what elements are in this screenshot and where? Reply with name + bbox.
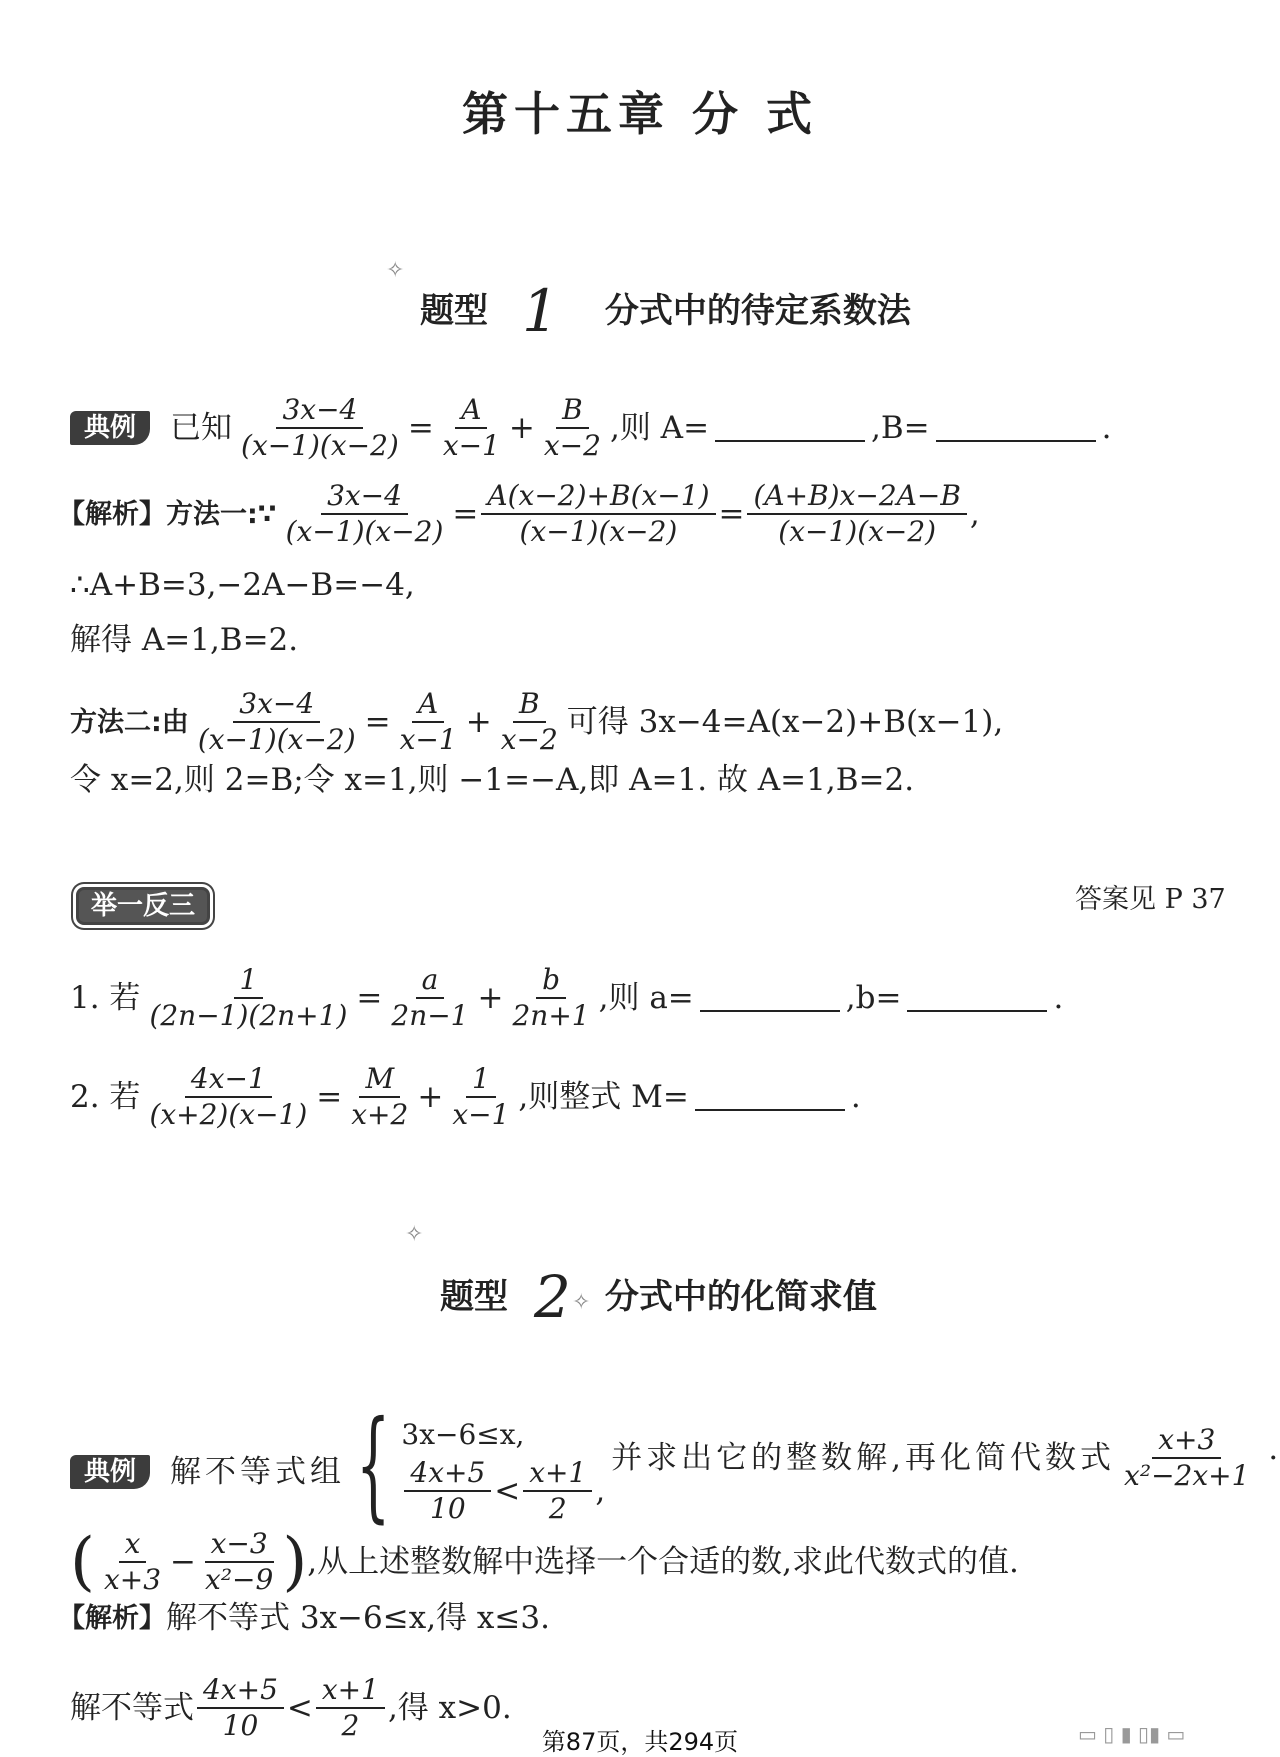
solution-2-line-1: [58, 1600, 550, 1636]
numerator: x+1: [316, 1676, 385, 1709]
equals-sign: =: [718, 495, 745, 532]
section-label: 题型: [420, 291, 488, 331]
denominator: (2n−1)(2n+1): [149, 999, 348, 1032]
fraction: [394, 687, 463, 756]
plus-sign: +: [465, 703, 492, 740]
solution-1-line-5: 令 x=2,则 2=B;令 x=1,则 −1=−A,即 A=1. 故 A=1,B=2.: [70, 762, 915, 798]
numerator: 3x−4: [321, 482, 408, 515]
denominator: x−2: [500, 723, 558, 756]
denominator: (x+2)(x−1): [149, 1098, 308, 1131]
numerator: 4x+5: [404, 1459, 491, 1492]
denominator: 2: [548, 1492, 567, 1525]
practice-question-1: [70, 963, 1064, 1032]
fraction: [747, 479, 966, 548]
fraction: [437, 393, 506, 462]
denominator: x−1: [452, 1098, 510, 1131]
denominator: (x−1)(x−2): [197, 723, 356, 756]
text: 解不等式 3x−6≤x,得 x≤3.: [166, 1600, 550, 1636]
solution-label: 【解析】: [58, 1603, 166, 1634]
practice-question-2: [70, 1062, 861, 1131]
left-brace: {: [356, 1396, 391, 1535]
text: 1. 若: [70, 979, 141, 1016]
numerator: b: [536, 966, 566, 999]
text: .: [1053, 979, 1064, 1016]
denominator: 2n+1: [512, 999, 590, 1032]
text: ,从上述整数解中选择一个合适的数,求此代数式的值.: [307, 1543, 1019, 1580]
sparkle-icon: ✧: [386, 258, 405, 283]
equals-sign: =: [364, 703, 391, 740]
answer-blank-m[interactable]: [695, 1083, 845, 1111]
numerator: M: [359, 1065, 400, 1098]
text: 解不等式: [70, 1689, 194, 1726]
numerator: 3x−4: [276, 396, 363, 429]
numerator: 3x−4: [233, 690, 320, 723]
text: ,则整式 M=: [518, 1078, 689, 1115]
fraction: [98, 1527, 167, 1596]
text: ,: [969, 495, 980, 532]
plus-sign: +: [477, 979, 504, 1016]
inequality-1: 3x−6≤x,: [401, 1418, 525, 1451]
example-badge: 典例: [70, 411, 150, 445]
section-title: 分式中的待定系数法: [604, 291, 911, 331]
example-1-statement: [70, 393, 1112, 462]
solution-label: 【解析】: [58, 498, 166, 530]
inequality-2: [401, 1456, 606, 1525]
minus-sign: −: [170, 1543, 197, 1580]
chapter-title: 第十五章 分 式: [461, 87, 819, 141]
sparkle-icon: ✧: [405, 1222, 424, 1247]
section-1-heading: [420, 277, 911, 345]
text: 解不等式组: [170, 1453, 346, 1490]
right-paren: ): [282, 1525, 308, 1599]
solution-1-line-3: 解得 A=1,B=2.: [70, 622, 299, 658]
text: ,得 x>0.: [387, 1689, 512, 1726]
text: 并求出它的整数解,再化简代数式: [611, 1439, 1116, 1476]
denominator: x²−9: [205, 1563, 274, 1596]
fraction: [495, 687, 564, 756]
text: 可得 3x−4=A(x−2)+B(x−1),: [566, 703, 1004, 740]
fraction: [235, 393, 405, 462]
text: .: [850, 1078, 861, 1115]
example-2-continuation: [70, 1525, 1019, 1599]
left-paren: (: [70, 1525, 95, 1599]
denominator: x−1: [399, 723, 457, 756]
fraction: [143, 963, 353, 1032]
plus-sign: +: [417, 1078, 444, 1115]
practice-header: [76, 887, 210, 925]
text: ,b=: [845, 979, 902, 1016]
fraction: [199, 1527, 279, 1596]
answer-blank-a[interactable]: [700, 984, 840, 1012]
numerator: 1: [234, 966, 264, 999]
numerator: (A+B)x−2A−B: [747, 482, 966, 515]
denominator: x²−2x+1: [1124, 1459, 1250, 1492]
denominator: x−2: [543, 429, 601, 462]
equals-sign: =: [316, 1078, 343, 1115]
solution-1-line-2: ∴A+B=3,−2A−B=−4,: [70, 567, 415, 603]
denominator: 10: [222, 1709, 259, 1742]
section-label: 题型: [440, 1277, 508, 1317]
text: .: [1101, 409, 1112, 446]
numerator: 1: [466, 1065, 496, 1098]
fraction: [1118, 1423, 1255, 1492]
fraction: [192, 687, 362, 756]
denominator: (x−1)(x−2): [778, 515, 937, 548]
equals-sign: =: [452, 495, 479, 532]
numerator: 4x+5: [197, 1676, 284, 1709]
text: ,: [595, 1472, 606, 1509]
numerator: B: [513, 690, 546, 723]
toolbar-icons: ▭ ▯ ▮ ▯▮ ▭: [1078, 1722, 1186, 1746]
section-2-heading: [440, 1263, 877, 1331]
numerator: x−3: [205, 1530, 274, 1563]
numerator: x: [119, 1530, 147, 1563]
text: 2. 若: [70, 1078, 141, 1115]
solution-1-line-4: [70, 687, 1004, 756]
fraction: [404, 1456, 491, 1525]
practice-badge: 举一反三: [76, 887, 210, 925]
fraction: [280, 479, 450, 548]
method-1-label: 方法一:∵: [166, 498, 277, 530]
answer-reference: 答案见 P 37: [1075, 884, 1226, 915]
solution-1-line-1: [58, 479, 980, 548]
fraction: [481, 479, 715, 548]
denominator: (x−1)(x−2): [519, 515, 678, 548]
denominator: (x−1)(x−2): [241, 429, 399, 462]
section-number: 2: [534, 1263, 571, 1331]
numerator: x+3: [1152, 1426, 1221, 1459]
dot-operator: ·: [1268, 1439, 1279, 1476]
denominator: x−1: [442, 429, 500, 462]
section-title: 分式中的化简求值: [604, 1277, 877, 1317]
answer-blank-a[interactable]: [715, 414, 865, 442]
numerator: A(x−2)+B(x−1): [481, 482, 715, 515]
fraction: [506, 963, 595, 1032]
numerator: 4x−1: [185, 1065, 272, 1098]
page-counter: 第87页，共294页: [541, 1728, 739, 1756]
numerator: A: [412, 690, 444, 723]
fraction: [143, 1062, 313, 1131]
text: 已知: [170, 409, 233, 446]
equals-sign: =: [356, 979, 383, 1016]
fraction: [538, 393, 607, 462]
numerator: x+1: [523, 1459, 592, 1492]
denominator: 2: [341, 1709, 360, 1742]
fraction: [345, 1062, 414, 1131]
plus-sign: +: [508, 409, 535, 446]
less-than-sign: <: [494, 1472, 521, 1509]
denominator: (x−1)(x−2): [285, 515, 444, 548]
fraction: [385, 963, 474, 1032]
numerator: a: [416, 966, 445, 999]
denominator: x+2: [351, 1098, 409, 1131]
inequality-system: [401, 1418, 606, 1525]
less-than-sign: <: [286, 1689, 313, 1726]
method-2-label: 方法二:由: [70, 706, 189, 738]
sparkle-icon: ✧: [572, 1290, 591, 1315]
fraction: [523, 1456, 592, 1525]
fraction: [446, 1062, 515, 1131]
denominator: 10: [430, 1492, 466, 1525]
text: ,则 a=: [598, 979, 694, 1016]
text: ,B=: [871, 409, 930, 446]
numerator: B: [556, 396, 589, 429]
text: ,则 A=: [609, 409, 710, 446]
answer-blank-b[interactable]: [907, 984, 1047, 1012]
section-number: 1: [522, 277, 559, 345]
numerator: A: [455, 396, 487, 429]
denominator: 2n−1: [391, 999, 469, 1032]
example-2-statement: [70, 1396, 1279, 1535]
denominator: x+3: [103, 1563, 162, 1596]
example-badge: 典例: [70, 1455, 150, 1489]
equals-sign: =: [407, 409, 434, 446]
answer-blank-b[interactable]: [936, 414, 1096, 442]
